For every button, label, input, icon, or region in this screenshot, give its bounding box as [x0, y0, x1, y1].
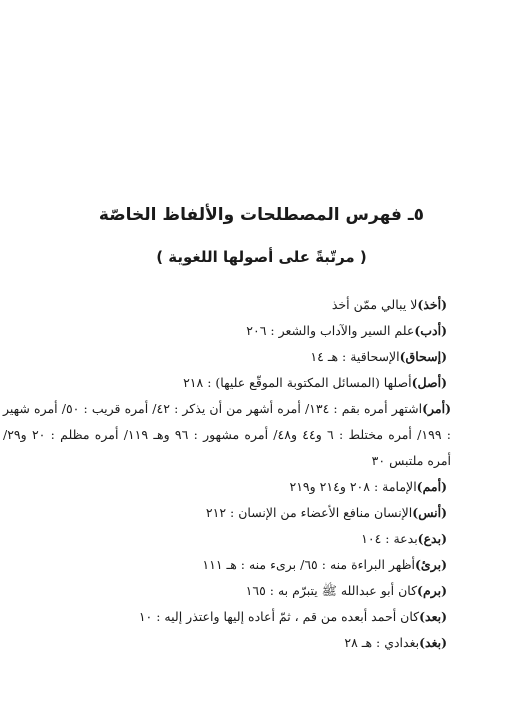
index-entry: [27, 344, 447, 370]
index-entry: [27, 552, 447, 578]
entry-root: (أنس): [412, 505, 447, 520]
index-entries: [3, 292, 452, 656]
entry-text: كان أحمد أبعده من قم ، ثمّ أعاده إليها واعتذر إليه : ١٠: [138, 609, 420, 624]
entry-text: بغدادي : هـ ٢٨: [344, 635, 420, 650]
index-title: ٥ـ فهرس المصطلحات والألفاظ الخاصّة: [98, 205, 425, 225]
entry-text: كان أبو عبدالله ﷺ يتبرّم به : ١٦٥: [245, 583, 418, 598]
index-entry: [27, 500, 447, 526]
entry-text: لا يبالي ممّن أخذ: [331, 297, 418, 312]
entry-root: (بغد): [419, 635, 447, 650]
index-entry: [27, 526, 447, 552]
index-entry: [27, 630, 447, 656]
index-entry: [27, 578, 447, 604]
entry-root: (بعد): [419, 609, 447, 624]
entry-text: اشتهر أمره بقم : ١٣٤/ أمره أشهر من أن يذكر : ٤٢/ أمره قريب : ٥٠/ أمره شهير : ١٩٩/ أمره مختلط : ٦ و٤٤ و٤٨/ أمره مشهور : ٩٦ وهـ ١١٩/ أمره مظلم : ٢٠ و٢٩/ أمره ملتبس ٣٠: [3, 401, 452, 468]
entry-root: (أمر): [422, 401, 451, 416]
entry-text: الإنسان منافع الأعضاء من الإنسان : ٢١٢: [205, 505, 413, 520]
entry-root: (أصل): [411, 375, 447, 390]
entry-text: الإسحاقية : هـ ١٤: [310, 349, 400, 364]
index-subtitle: ( مرتّبةً على أصولها اللغوية ): [156, 248, 367, 266]
entry-root: (أخذ): [417, 297, 447, 312]
entry-text: الإمامة : ٢٠٨ و٢١٤ و٢١٩: [289, 479, 417, 494]
index-entry: [27, 292, 447, 318]
entry-root: (برئ): [415, 557, 447, 572]
entry-text: بدعة : ١٠٤: [361, 531, 418, 546]
entry-root: (بدع): [417, 531, 447, 546]
index-entry: [27, 318, 447, 344]
index-entry: [27, 370, 447, 396]
entry-root: (أدب): [414, 323, 447, 338]
entry-text: أصلها (المسائل المكتوبة الموقّع عليها) : ٢١٨: [183, 375, 412, 390]
entry-root: (إسحاق): [399, 349, 447, 364]
index-entry: [27, 604, 447, 630]
entry-root: (أمم): [416, 479, 447, 494]
entry-text: علم السير والآداب والشعر : ٢٠٦: [246, 323, 415, 338]
index-entry: [3, 396, 451, 474]
index-entry: [27, 474, 447, 500]
entry-text: أظهر البراءة منه : ٦٥/ برىء منه : هـ ١١١: [202, 557, 415, 572]
entry-root: (برم): [417, 583, 447, 598]
